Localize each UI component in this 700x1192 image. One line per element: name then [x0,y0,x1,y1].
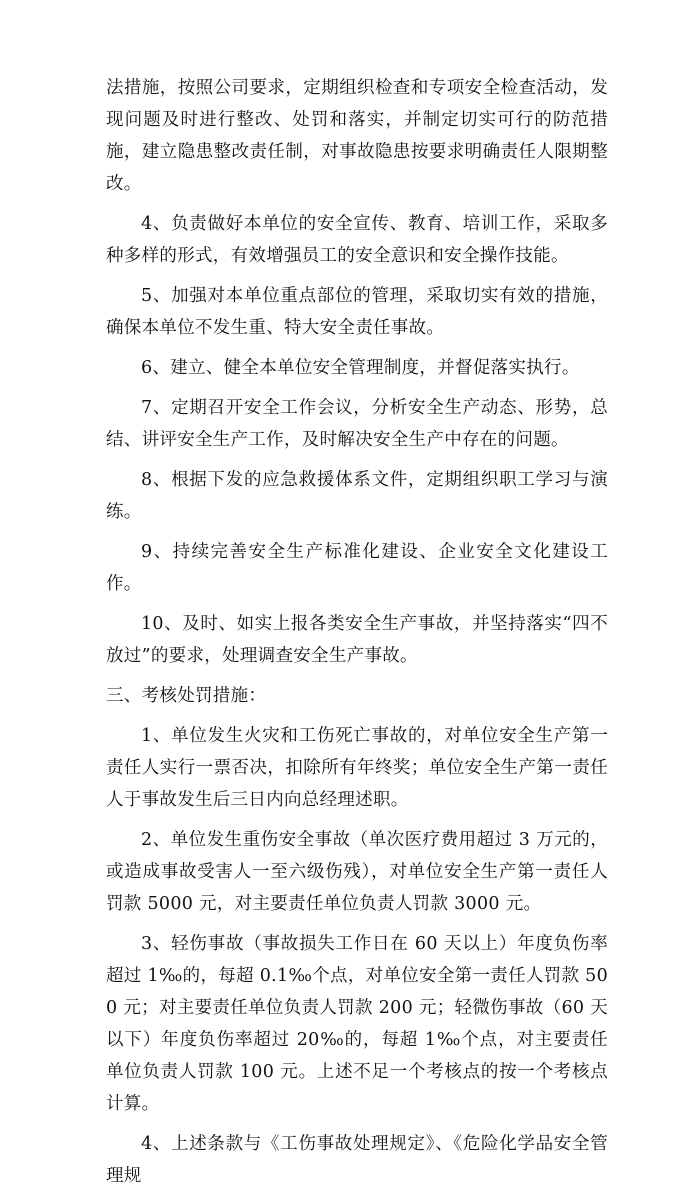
paragraph-item-6: 6、建立、健全本单位安全管理制度，并督促落实执行。 [141,358,580,378]
paragraph-item-8: 8、根据下发的应急救援体系文件，定期组织职工学习与演练。 [106,470,608,522]
paragraph-item-10: 10、及时、如实上报各类安全生产事故，并坚持落实“四不放过”的要求，处理调查安全生产事故。 [106,614,608,666]
paragraph-continuation: 法措施，按照公司要求，定期组织检查和专项安全检查活动，发现问题及时进行整改、处罚和落实，并制定切实可行的防范措施，建立隐患整改责任制，对事故隐患按要求明确责任人限期整改。 [106,78,608,194]
paragraph-item-7: 7、定期召开安全工作会议，分析安全生产动态、形势，总结、讲评安全生产工作，及时解决安全生产中存在的问题。 [106,398,608,450]
penalty-item-3: 3、轻伤事故（事故损失工作日在 60 天以上）年度负伤率超过 1‰的，每超 0.1‰个点，对单位安全第一责任人罚款 500 元；对主要责任单位负责人罚款 200 元；轻微伤事故（60 天以下）年度负伤率超过 20‰的，每超 1‰个点，对主要责任单位负责人罚款 100 元。上述不足一个考核点的按一个考核点计算。 [106,934,608,1114]
paragraph-item-4: 4、负责做好本单位的安全宣传、教育、培训工作，采取多种多样的形式，有效增强员工的安全意识和安全操作技能。 [106,214,608,266]
penalty-item-2: 2、单位发生重伤安全事故（单次医疗费用超过 3 万元的，或造成事故受害人一至六级伤残），对单位安全生产第一责任人罚款 5000 元，对主要责任单位负责人罚款 3000 元。 [106,830,608,914]
paragraph-item-9: 9、持续完善安全生产标准化建设、企业安全文化建设工作。 [106,542,608,594]
penalty-item-4: 4、上述条款与《工伤事故处理规定》、《危险化学品安全管理规 [106,1134,608,1186]
section-heading: 三、考核处罚措施： [106,686,267,706]
paragraph-item-5: 5、加强对本单位重点部位的管理，采取切实有效的措施，确保本单位不发生重、特大安全责任事故。 [106,286,608,338]
penalty-item-1: 1、单位发生火灾和工伤死亡事故的，对单位安全生产第一责任人实行一票否决，扣除所有年终奖；单位安全生产第一责任人于事故发生后三日内向总经理述职。 [106,726,608,810]
